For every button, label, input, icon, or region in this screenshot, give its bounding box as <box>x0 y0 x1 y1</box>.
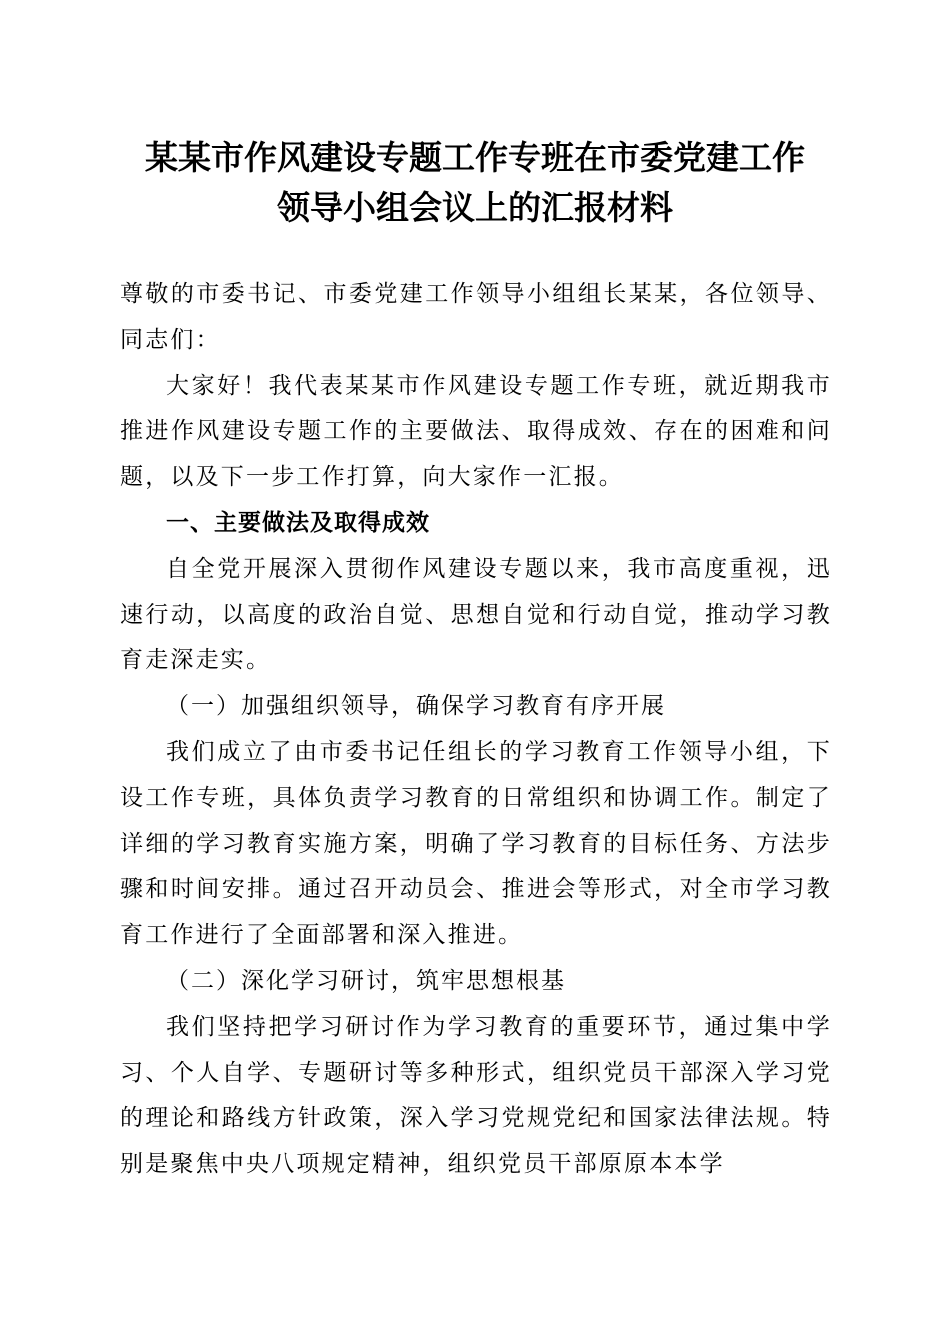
document-body <box>120 272 832 1188</box>
subsection-heading-1: （一）加强组织领导，确保学习教育有序开展 <box>166 693 666 720</box>
title-line-1: 某某市作风建设专题工作专班在市委党建工作 <box>145 138 805 177</box>
title-line-2: 领导小组会议上的汇报材料 <box>277 188 673 227</box>
body-paragraph: 我们坚持把学习研讨作为学习教育的重要环节，通过集中学习、个人自学、专题研讨等多种形式，组织党员干部深入学习党的理论和路线方针政策，深入学习党规党纪和国家法律法规。特别是聚焦中央八项规定精神，组织党员干部原原本本学 <box>120 1013 832 1178</box>
salutation: 尊敬的市委书记、市委党建工作领导小组组长某某，各位领导、同志们： <box>120 281 832 353</box>
opening-paragraph: 大家好！我代表某某市作风建设专题工作专班，就近期我市推进作风建设专题工作的主要做法、取得成效、存在的困难和问题，以及下一步工作打算，向大家作一汇报。 <box>120 372 832 491</box>
section-heading-1: 一、主要做法及取得成效 <box>166 509 430 536</box>
document-title <box>100 133 850 233</box>
body-paragraph: 自全党开展深入贯彻作风建设专题以来，我市高度重视，迅速行动，以高度的政治自觉、思想自觉和行动自觉，推动学习教育走深走实。 <box>120 555 832 674</box>
subsection-heading-2: （二）深化学习研讨，筑牢思想根基 <box>166 967 566 994</box>
body-paragraph: 我们成立了由市委书记任组长的学习教育工作领导小组，下设工作专班，具体负责学习教育的日常组织和协调工作。制定了详细的学习教育实施方案，明确了学习教育的目标任务、方法步骤和时间安排。通过召开动员会、推进会等形式，对全市学习教育工作进行了全面部署和深入推进。 <box>120 738 832 949</box>
